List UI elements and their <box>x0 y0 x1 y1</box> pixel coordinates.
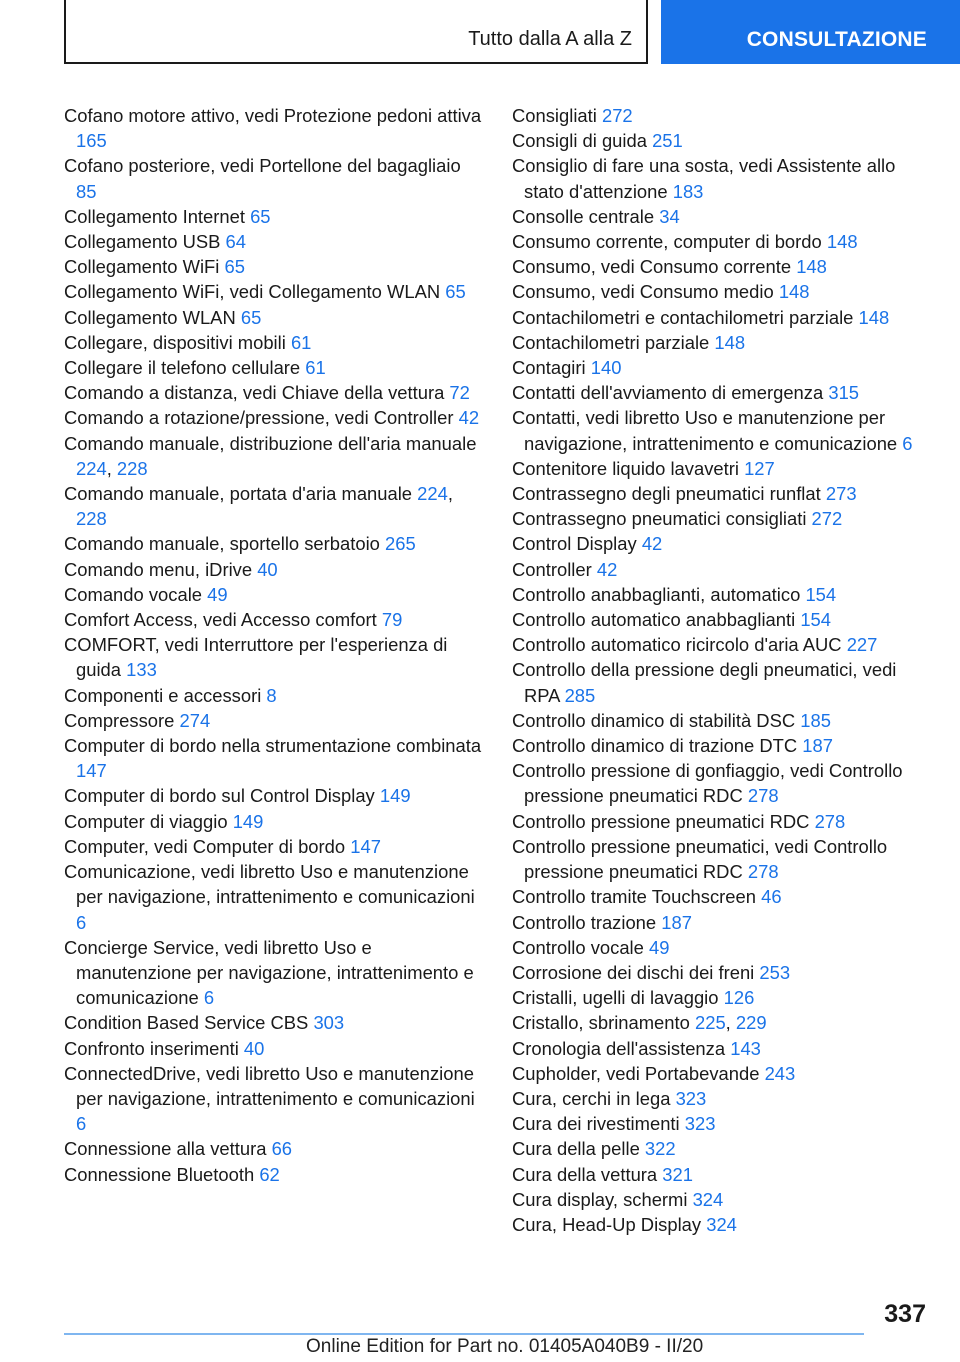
page-link[interactable]: 65 <box>445 281 466 303</box>
index-entry <box>64 935 484 1011</box>
index-entry <box>64 229 484 254</box>
index-entry <box>64 1010 484 1035</box>
page-link[interactable]: 272 <box>601 105 633 126</box>
index-entry <box>64 380 484 405</box>
entry-text: Comunicazione, vedi libretto Uso e manutenzione per navigazione, intrattenimento e comunicazioni <box>64 861 475 908</box>
page-link[interactable]: 273 <box>825 483 857 505</box>
index-entry <box>512 910 932 935</box>
page-link[interactable]: 126 <box>723 987 755 1009</box>
entry-text: Cura della vettura <box>512 1163 658 1185</box>
index-entry <box>512 960 932 985</box>
page-link[interactable]: 187 <box>661 911 692 933</box>
page-link[interactable]: 65 <box>240 306 262 328</box>
index-entry <box>512 1162 932 1187</box>
page-link[interactable]: 224 <box>76 457 107 479</box>
page-link[interactable]: 65 <box>224 256 245 278</box>
entry-text: COMFORT, vedi Interruttore per l'esperienza di guida <box>64 634 448 681</box>
page-link[interactable]: 148 <box>796 256 827 278</box>
page-link[interactable]: 154 <box>805 583 837 605</box>
page-link[interactable]: 8 <box>266 684 277 706</box>
index-entry <box>512 607 932 632</box>
entry-text: Cura della pelle <box>512 1138 640 1160</box>
index-entry <box>512 153 932 203</box>
page-link[interactable]: 185 <box>800 709 831 731</box>
index-entry <box>64 1061 484 1137</box>
entry-text: Controllo trazione <box>512 911 657 933</box>
entry-text: Comando manuale, portata d'aria manuale <box>64 483 413 505</box>
index-entry <box>64 859 484 935</box>
index-entry <box>64 783 484 808</box>
entry-text: Comando vocale <box>64 583 203 605</box>
entry-text: Computer di bordo nella strumentazione combinata <box>64 735 482 757</box>
index-entry <box>512 380 932 405</box>
page-link[interactable]: 143 <box>730 1037 761 1059</box>
entry-text: Contatti, vedi libretto Uso e manutenzione per navigazione, intrattenimento e comunicazione <box>512 407 898 454</box>
entry-text: Contagiri <box>512 357 586 379</box>
index-entry <box>64 1036 484 1061</box>
page-link[interactable]: 183 <box>672 180 704 202</box>
entry-text: Comando menu, iDrive <box>64 558 253 580</box>
page-link[interactable]: 228 <box>76 508 107 530</box>
page-link[interactable]: 253 <box>759 961 791 983</box>
index-entry <box>64 733 484 783</box>
index-entry: Comando manuale, portata d'aria manuale 224, 228 <box>64 483 453 530</box>
page-link[interactable]: 272 <box>811 508 843 530</box>
index-entry <box>512 506 932 531</box>
index-entry <box>512 1136 932 1161</box>
page-link[interactable]: 149 <box>232 810 264 832</box>
entry-text: Cura display, schermi <box>512 1188 688 1210</box>
page-link[interactable]: 278 <box>814 810 846 832</box>
entry-text: Comando manuale, distribuzione dell'aria manuale <box>64 432 477 454</box>
entry-text: Collegamento Internet <box>64 205 245 227</box>
entry-text: Cofano posteriore, vedi Portellone del bagagliaio <box>64 155 461 177</box>
entry-text: Consumo corrente, computer di bordo <box>512 231 822 253</box>
entry-text: Comfort Access, vedi Accesso comfort <box>64 609 377 631</box>
footer-edition-text: Online Edition for Part no. 01405A040B9 - II/20 <box>306 1336 704 1357</box>
page-link[interactable]: 228 <box>116 457 148 479</box>
page-link[interactable]: 6 <box>203 987 215 1009</box>
entry-text: Consigliati <box>512 105 597 126</box>
index-entry <box>512 1111 932 1136</box>
entry-text: Consigli di guida <box>512 130 647 152</box>
entry-text: Collegare, dispositivi mobili <box>64 331 286 353</box>
entry-text: Consiglio di fare una sosta, vedi Assistente allo stato d'attenzione <box>512 155 896 202</box>
entry-text: Collegamento WLAN <box>64 306 236 328</box>
index-entry <box>64 330 484 355</box>
index-entry <box>64 204 484 229</box>
page-link[interactable]: 243 <box>764 1062 796 1084</box>
entry-text: Cura dei rivestimenti <box>512 1113 680 1135</box>
page-link[interactable]: 42 <box>458 407 480 429</box>
page-link[interactable]: 64 <box>225 231 246 253</box>
page-link[interactable]: 42 <box>641 533 663 555</box>
entry-text: Cristallo, sbrinamento <box>512 1012 690 1034</box>
page-link[interactable]: 154 <box>800 609 832 631</box>
footer-divider <box>64 1333 864 1335</box>
entry-text: ConnectedDrive, vedi libretto Uso e manutenzione per navigazione, intrattenimento e comunicazioni <box>64 1062 475 1109</box>
index-entry <box>512 1036 932 1061</box>
page-link[interactable]: 225 <box>694 1012 726 1034</box>
entry-text: Cofano motore attivo, vedi Protezione pedoni attiva <box>64 105 482 126</box>
page-link[interactable]: 315 <box>828 382 860 404</box>
index-entry <box>512 708 932 733</box>
index-entry <box>512 1212 932 1237</box>
page-number: 337 <box>884 1300 926 1328</box>
index-entry <box>64 405 484 430</box>
entry-text: Controllo della pressione degli pneumatici, vedi RPA <box>512 659 897 706</box>
page-link[interactable]: 148 <box>714 331 746 353</box>
page-link[interactable]: 148 <box>826 231 858 253</box>
index-entry <box>512 1061 932 1086</box>
index-entry <box>64 1162 484 1187</box>
entry-text: Contrassegno pneumatici consigliati <box>512 508 807 530</box>
index-entry <box>512 733 932 758</box>
page-link[interactable]: 6 <box>76 911 87 933</box>
entry-text: Consolle centrale <box>512 205 655 227</box>
page-link[interactable]: 285 <box>564 684 596 706</box>
page-link[interactable]: 321 <box>662 1163 693 1185</box>
entry-text: Collegamento USB <box>64 231 221 253</box>
entry-text: Controllo tramite Touchscreen <box>512 886 756 908</box>
page-link[interactable]: 147 <box>76 760 107 782</box>
section-title: Tutto dalla A alla Z <box>468 28 632 50</box>
page-link[interactable]: 303 <box>313 1012 345 1034</box>
entry-text: Connessione alla vettura <box>64 1138 267 1160</box>
index-entry <box>512 229 932 254</box>
page-link[interactable]: 265 <box>385 533 416 555</box>
index-entry <box>64 305 484 330</box>
index-entry <box>64 153 484 203</box>
entry-text: Cronologia dell'assistenza <box>512 1037 726 1059</box>
entry-text: Cupholder, vedi Portabevande <box>512 1062 760 1084</box>
entry-text: Consumo, vedi Consumo corrente <box>512 256 792 278</box>
index-entry <box>512 204 932 229</box>
entry-text: Componenti e accessori <box>64 684 262 706</box>
index-entry <box>512 531 932 556</box>
index-entry <box>64 531 484 556</box>
entry-text: Collegamento WiFi, vedi Collegamento WLAN <box>64 281 441 303</box>
index-entry <box>512 305 932 330</box>
index-entry <box>512 1187 932 1212</box>
page-link[interactable]: 148 <box>778 281 810 303</box>
entry-text: Confronto inserimenti <box>64 1037 239 1059</box>
entry-text: Comando manuale, sportello serbatoio <box>64 533 380 555</box>
index-entry <box>512 884 932 909</box>
page-link[interactable]: 49 <box>649 936 670 958</box>
entry-text: Computer di viaggio <box>64 810 228 832</box>
page-link[interactable]: 40 <box>257 558 278 580</box>
entry-text: Contachilometri e contachilometri parziale <box>512 306 854 328</box>
page-link[interactable]: 224 <box>417 483 448 505</box>
index-entry: Cristallo, sbrinamento 225, 229 <box>512 1012 767 1034</box>
page-link[interactable]: 165 <box>76 130 107 152</box>
entry-text: Controllo pressione di gonfiaggio, vedi Controllo pressione pneumatici RDC <box>512 760 903 807</box>
page-link[interactable]: 278 <box>747 785 779 807</box>
index-entry <box>512 632 932 657</box>
index-entry <box>64 834 484 859</box>
page-link[interactable]: 147 <box>350 835 381 857</box>
index-entry <box>512 456 932 481</box>
index-entry <box>512 254 932 279</box>
page-link[interactable]: 133 <box>126 659 157 681</box>
index-entry <box>512 1086 932 1111</box>
page-link[interactable]: 323 <box>675 1087 707 1109</box>
index-entry <box>64 683 484 708</box>
entry-text: Computer, vedi Computer di bordo <box>64 835 346 857</box>
index-entry <box>512 582 932 607</box>
page-link[interactable]: 6 <box>902 432 913 454</box>
tab-label: CONSULTAZIONE <box>746 28 927 51</box>
entry-text: Controllo anabbaglianti, automatico <box>512 583 801 605</box>
index-entry <box>512 103 932 128</box>
page-link[interactable]: 278 <box>747 861 779 883</box>
entry-text: Controllo pressione pneumatici RDC <box>512 810 810 832</box>
entry-text: Condition Based Service CBS <box>64 1012 309 1034</box>
entry-text: Connessione Bluetooth <box>64 1163 255 1185</box>
page-link[interactable]: 274 <box>179 709 211 731</box>
consultazione-tab[interactable] <box>661 0 960 64</box>
page-link[interactable]: 227 <box>846 634 878 656</box>
header-section-box <box>64 0 648 64</box>
page-link[interactable]: 127 <box>744 457 775 479</box>
index-entry <box>512 985 932 1010</box>
index-entry <box>64 809 484 834</box>
index-entry <box>64 1136 484 1161</box>
page-link[interactable]: 323 <box>684 1113 716 1135</box>
entry-text: Compressore <box>64 709 175 731</box>
page-link[interactable]: 85 <box>76 180 97 202</box>
entry-text: Consumo, vedi Consumo medio <box>512 281 774 303</box>
index-entry <box>64 279 484 304</box>
page-link[interactable]: 148 <box>858 306 890 328</box>
index-entry <box>512 935 932 960</box>
entry-text: Controllo automatico anabbaglianti <box>512 609 796 631</box>
entry-text: Comando a rotazione/pressione, vedi Controller <box>64 407 454 429</box>
entry-text: Controllo vocale <box>512 936 644 958</box>
index-entry <box>64 103 484 153</box>
entry-text: Contrassegno degli pneumatici runflat <box>512 483 821 505</box>
entry-text: Computer di bordo sul Control Display <box>64 785 375 807</box>
page-link[interactable]: 149 <box>379 785 411 807</box>
page-link[interactable]: 42 <box>596 558 618 580</box>
index-column-left <box>64 103 484 1187</box>
index-entry <box>64 355 484 380</box>
entry-text: Contenitore liquido lavavetri <box>512 457 739 479</box>
page-link[interactable]: 46 <box>761 886 782 908</box>
index-entry <box>512 758 932 808</box>
entry-text: Concierge Service, vedi libretto Uso e manutenzione per navigazione, intrattenimento e comunicazione <box>64 936 474 1009</box>
entry-text: Controllo pressione pneumatici, vedi Controllo pressione pneumatici RDC <box>512 835 888 883</box>
entry-text: Collegare il telefono cellulare <box>64 357 301 379</box>
page-link[interactable]: 40 <box>243 1037 265 1059</box>
index-column-right <box>512 103 932 1237</box>
page-link[interactable]: 79 <box>381 609 403 631</box>
entry-text: Comando a distanza, vedi Chiave della vettura <box>64 382 445 404</box>
index-entry <box>512 481 932 506</box>
index-entry <box>512 809 932 834</box>
index-entry <box>64 557 484 582</box>
page-link[interactable]: 187 <box>802 735 833 757</box>
page-link[interactable]: 49 <box>207 583 228 605</box>
entry-text: Contachilometri parziale <box>512 331 710 353</box>
page-link[interactable]: 322 <box>644 1138 676 1160</box>
page-link[interactable]: 72 <box>449 382 470 404</box>
entry-text: Cura, Head-Up Display <box>512 1213 702 1235</box>
page-link[interactable]: 65 <box>250 205 271 227</box>
entry-text: Contatti dell'avviamento di emergenza <box>512 382 824 404</box>
page-link[interactable]: 66 <box>271 1138 293 1160</box>
index-entry <box>512 128 932 153</box>
page-link[interactable]: 324 <box>692 1188 724 1210</box>
entry-text: Controllo dinamico di trazione DTC <box>512 735 798 757</box>
index-entry: Comando manuale, distribuzione dell'aria manuale 224, 228 <box>64 432 477 479</box>
page-link[interactable]: 6 <box>76 1113 87 1135</box>
index-entry <box>512 405 932 455</box>
page-link[interactable]: 229 <box>735 1012 767 1034</box>
entry-text: Control Display <box>512 533 637 555</box>
page-link[interactable]: 61 <box>290 331 312 353</box>
index-entry <box>64 708 484 733</box>
index-entry <box>512 279 932 304</box>
entry-text: Cristalli, ugelli di lavaggio <box>512 987 719 1009</box>
entry-text: Controller <box>512 558 592 580</box>
entry-text: Controllo dinamico di stabilità DSC <box>512 709 796 731</box>
index-entry <box>64 607 484 632</box>
page-link[interactable]: 62 <box>259 1163 280 1185</box>
index-entry <box>64 254 484 279</box>
index-entry <box>512 330 932 355</box>
page-link[interactable]: 324 <box>706 1213 737 1235</box>
page-link[interactable]: 61 <box>305 357 326 379</box>
index-entry <box>512 557 932 582</box>
index-entry <box>512 355 932 380</box>
index-entry <box>64 582 484 607</box>
entry-text: Collegamento WiFi <box>64 256 220 278</box>
entry-text: Corrosione dei dischi dei freni <box>512 961 755 983</box>
index-entry <box>512 657 932 707</box>
page-link[interactable]: 34 <box>659 205 680 227</box>
entry-text: Controllo automatico ricircolo d'aria AUC <box>512 634 842 656</box>
entry-text: Cura, cerchi in lega <box>512 1087 671 1109</box>
page-link[interactable]: 251 <box>652 130 683 152</box>
page-link[interactable]: 140 <box>590 357 622 379</box>
index-entry <box>64 632 484 682</box>
index-entry <box>512 834 932 884</box>
